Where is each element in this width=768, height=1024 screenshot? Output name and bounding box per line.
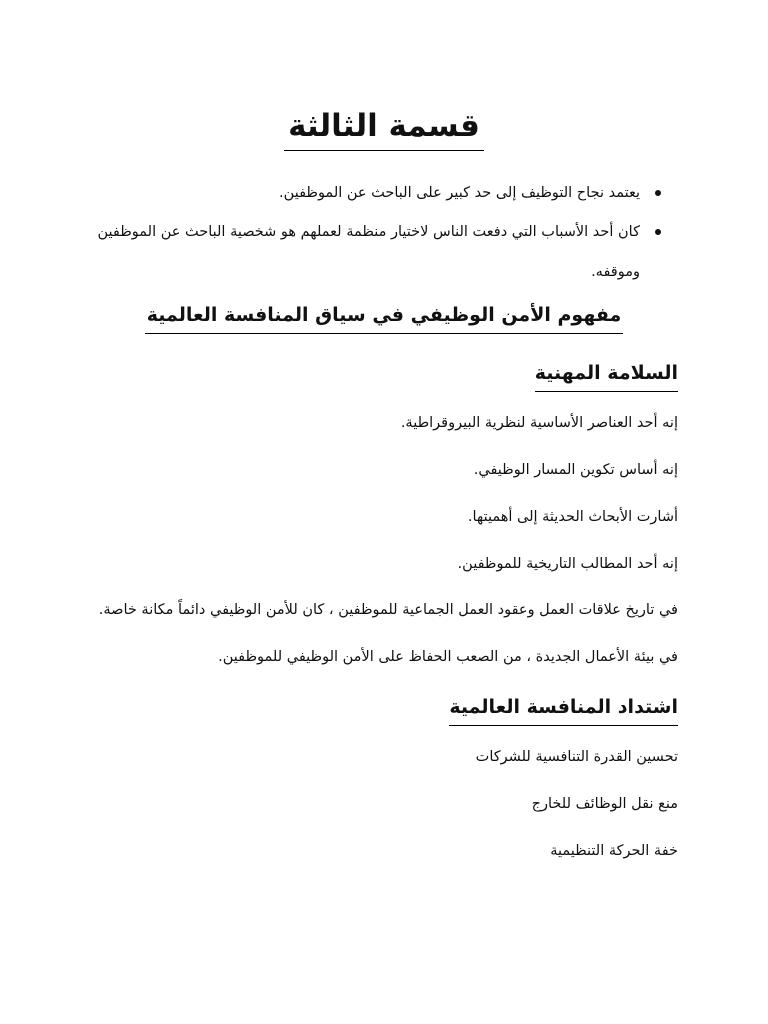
page-title-block <box>0 106 768 151</box>
section-heading: السلامة المهنية <box>535 358 678 392</box>
section1-line: إنه أساس تكوين المسار الوظيفي. <box>473 462 678 478</box>
section1-line: إنه أحد المطالب التاريخية للموظفين. <box>457 556 678 572</box>
section-heading: اشتداد المنافسة العالمية <box>449 692 678 726</box>
bullet-text: يعتمد نجاح التوظيف إلى حد كبير على الباحث عن الموظفين. <box>279 185 640 201</box>
section1-line: في تاريخ علاقات العمل وعقود العمل الجماعية للموظفين ، كان للأمن الوظيفي دائماً مكانة خاصة. <box>98 602 678 618</box>
bullet-text: كان أحد الأسباب التي دفعت الناس لاختيار منظمة لعملهم هو شخصية الباحث عن الموظفين وموقفه. <box>97 224 640 280</box>
bullet-item <box>86 178 661 208</box>
section1-line: في بيئة الأعمال الجديدة ، من الصعب الحفاظ على الأمن الوظيفي للموظفين. <box>218 649 678 665</box>
intro-bullet-list <box>86 178 661 300</box>
section2-line: منع نقل الوظائف للخارج <box>531 796 678 812</box>
bullet-dot-icon <box>655 229 661 235</box>
main-heading-block <box>0 300 768 334</box>
bullet-dot-icon <box>655 190 661 196</box>
bullet-item <box>86 212 661 292</box>
section-heading-occupational-safety <box>535 358 678 392</box>
main-heading: مفهوم الأمن الوظيفي في سياق المنافسة العالمية <box>145 300 624 334</box>
section2-line: خفة الحركة التنظيمية <box>550 843 678 859</box>
page-title: قسمة الثالثة <box>284 106 484 151</box>
section1-line: إنه أحد العناصر الأساسية لنظرية البيروقراطية. <box>400 415 678 431</box>
section-heading-global-competition <box>449 692 678 726</box>
section1-line: أشارت الأبحاث الحديثة إلى أهميتها. <box>467 509 678 525</box>
section2-line: تحسين القدرة التنافسية للشركات <box>475 749 678 765</box>
